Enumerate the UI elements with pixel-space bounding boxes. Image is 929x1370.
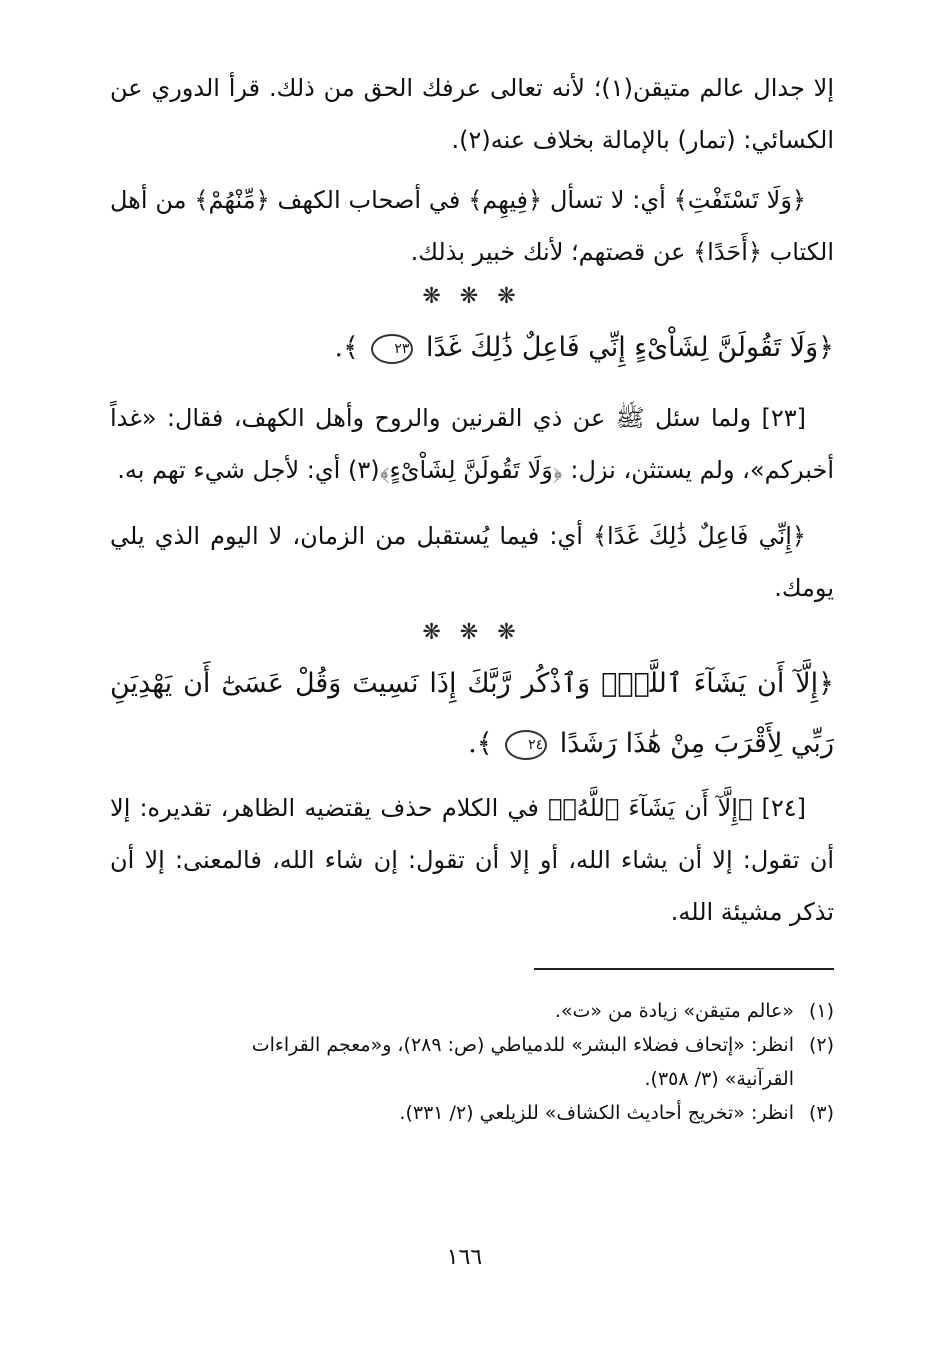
section-separator: ❋ ❋ ❋	[422, 620, 522, 645]
footnote-2-continuation: القرآنية» (٣/ ٣٥٨).	[644, 1068, 794, 1090]
footnote-3	[110, 1096, 834, 1130]
paragraph-intro: إلا جدال عالم متيقن(١)؛ لأنه تعالى عرفك الحق من ذلك. قرأ الدوري عن الكسائي: (تمار) بالإمالة بخلاف عنه(٢).	[110, 74, 834, 154]
verse-24-close: ﴾.	[468, 728, 493, 759]
verse-23-text: ﴿وَلَا تَقُولَنَّ لِشَاْىْءٍ إِنِّي فَاعِلٌ ذَٰلِكَ غَدًا	[425, 332, 834, 363]
section-separator: ❋ ❋ ❋	[422, 284, 522, 309]
verse-23-close: ﴾.	[334, 332, 359, 363]
footnote-number: (٣)	[808, 1102, 834, 1124]
footnote-1	[110, 994, 834, 1028]
footnote-text: انظر: «إتحاف فضلاء البشر» للدمياطي (ص: ٢٨٩)، و«معجم القراءات	[251, 1034, 794, 1056]
footnote-text: «عالم متيقن» زيادة من «ت».	[554, 1000, 794, 1022]
footnote-divider	[534, 968, 834, 970]
footnote-text: انظر: «تخريج أحاديث الكشاف» للزيلعي (٢/ ٣٣١).	[399, 1102, 794, 1124]
quran-verse-24	[110, 654, 834, 774]
footnote-number: (٢)	[808, 1034, 834, 1056]
paragraph-tafsir-23-b: ﴿إِنِّي فَاعِلٌ ذَٰلِكَ غَدًا﴾ أي: فيما يُستقبل من الزمان، لا اليوم الذي يلي يومك.	[110, 522, 834, 602]
footnote-number: (١)	[808, 1000, 834, 1022]
quran-verse-23	[110, 318, 834, 378]
paragraph-tafsir-verse-22-end: ﴿وَلَا تَسْتَفْتِ﴾ أي: لا تسأل ﴿فِيهِم﴾ في أصحاب الكهف ﴿مِّنْهُمْ﴾ من أهل الكتاب ﴿أَحَدًا﴾ عن قصتهم؛ لأنك خبير بذلك.	[110, 186, 834, 266]
paragraph-tafsir-24: [٢٤] ﴿إِلَّآ أَن يَشَآءَ ٱللَّهُۚ﴾ في الكلام حذف يقتضيه الظاهر، تقديره: إلا أن تقول: إلا أن يشاء الله، أو إلا أن تقول: إن شاء الله، فالمعنى: إلا أن تذكر مشيئة الله.	[110, 794, 834, 926]
verse-number-ornament: ٢٣	[371, 334, 413, 364]
page-number: ١٦٦	[446, 1245, 483, 1270]
verse-number-ornament: ٢٤	[505, 730, 547, 760]
verse-24-text: ﴿إِلَّآ أَن يَشَآءَ ٱللَّهُۚ وَٱذْكُر رَّبَّكَ إِذَا نَسِيتَ وَقُلْ عَسَىٰٓ أَن يَهْدِيَنِ رَبِّي لِأَقْرَبَ مِنْ هَٰذَا رَشَدًا	[110, 668, 834, 759]
paragraph-tafsir-23: [٢٣] ولما سئل ﷺ عن ذي القرنين والروح وأهل الكهف، فقال: «غداً أخبركم»، ولم يستثن، نزل: ﴿وَلَا تَقُولَنَّ لِشَاْىْءٍ﴾(٣) أي: لأجل شيء تهم به.	[110, 404, 834, 484]
footnote-2	[110, 1028, 834, 1062]
